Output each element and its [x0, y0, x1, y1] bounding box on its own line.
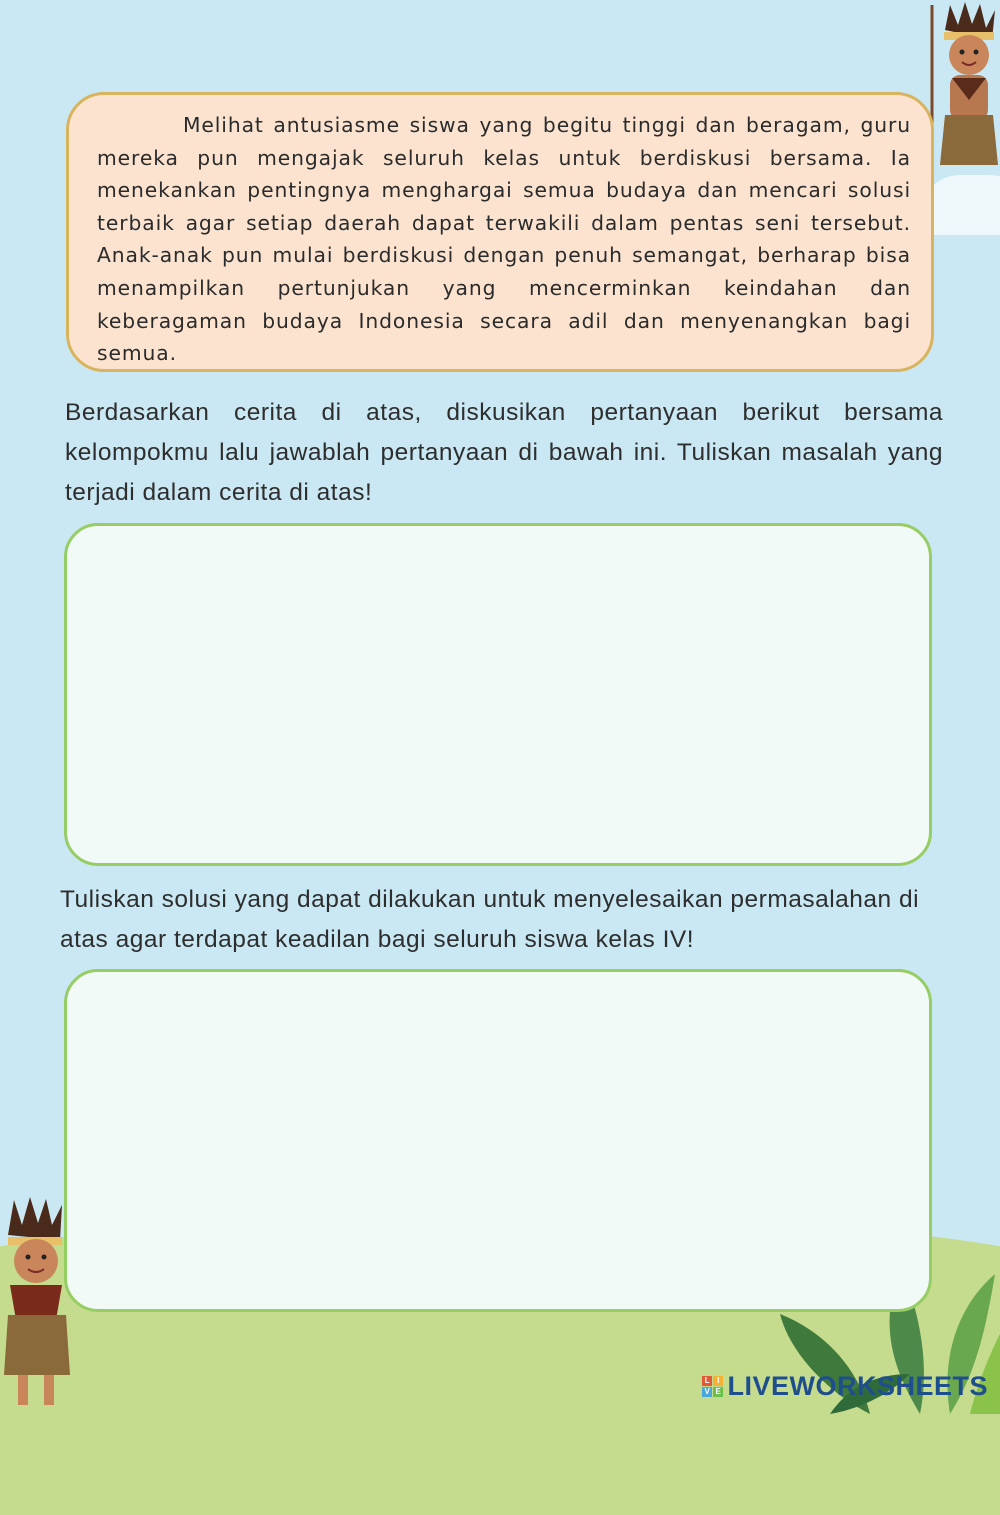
question-solution: Tuliskan solusi yang dapat dilakukan untuk menyelesaikan permasalahan di atas agar terdapat keadilan bagi seluruh siswa kelas IV! [60, 886, 920, 953]
story-box [66, 92, 934, 372]
logo-text: LIVEWORKSHEETS [727, 1371, 988, 1401]
question-problem: Berdasarkan cerita di atas, diskusikan pertanyaan berikut bersama kelompokmu lalu jawablah pertanyaan di bawah ini. Tuliskan masalah yang terjadi dalam cerita di atas! [65, 399, 943, 506]
liveworksheets-logo [702, 1371, 988, 1402]
answer-problem-field[interactable] [64, 523, 932, 866]
answer-solution-field[interactable] [64, 969, 932, 1312]
liveworksheets-mark-icon: L I V E [702, 1376, 723, 1397]
story-paragraph: Melihat antusiasme siswa yang begitu tinggi dan beragam, guru mereka pun mengajak seluruh kelas untuk berdiskusi bersama. Ia menekankan pentingnya menghargai semua budaya dan mencari solusi terbaik agar setiap daerah dapat terwakili dalam pentas seni tersebut. Anak-anak pun mulai berdiskusi dengan penuh semangat, berharap bisa menampilkan pertunjukan yang mencerminkan keindahan dan keberagaman budaya Indonesia secara adil dan menyenangkan bagi semua. [97, 113, 911, 366]
